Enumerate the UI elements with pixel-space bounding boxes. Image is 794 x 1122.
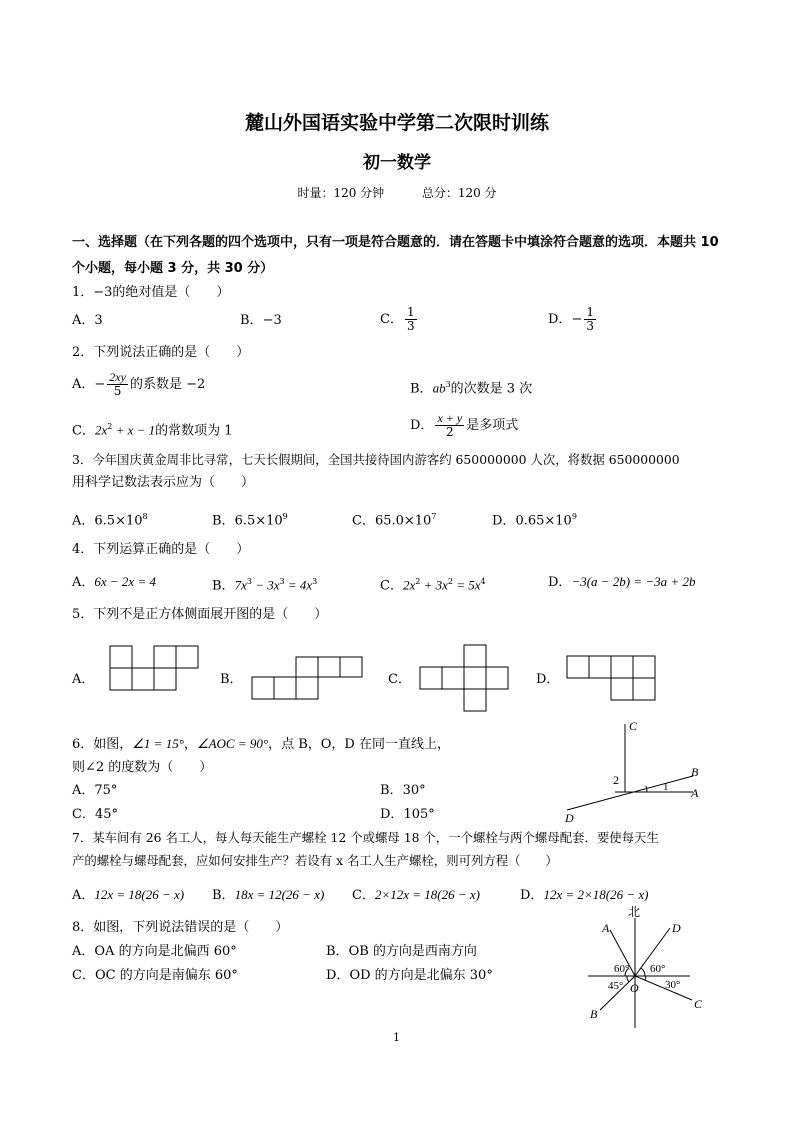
- fraction: [405, 306, 417, 333]
- math-term: + 3x: [420, 577, 448, 593]
- denominator: 5: [113, 384, 122, 398]
- fraction: [107, 371, 128, 398]
- math-term: 18x = 12(26 − x): [234, 887, 325, 902]
- option-value: 75°: [94, 783, 118, 798]
- label-angle-45: 45°: [608, 980, 624, 992]
- math-term: = 5x: [452, 577, 481, 593]
- math-term: 6.5×10: [94, 513, 143, 529]
- stem-text: 6．如图，: [72, 737, 133, 752]
- option-label: A．: [72, 888, 95, 903]
- angle-1: ∠1 = 15°: [132, 736, 184, 751]
- option-value: 30°: [402, 783, 426, 798]
- q2-option-c[interactable]: [72, 418, 233, 440]
- q6-option-c[interactable]: [72, 806, 118, 824]
- q3-option-a[interactable]: [72, 508, 148, 530]
- math-term: + x − 1: [112, 422, 156, 438]
- option-label: C．: [380, 312, 403, 327]
- q4-option-b[interactable]: [212, 573, 317, 595]
- q4-option-a[interactable]: [72, 573, 156, 592]
- option-label: B．: [212, 578, 235, 594]
- option-label: C．: [72, 807, 95, 822]
- q1-option-a[interactable]: [72, 312, 103, 330]
- q5-option-d-label[interactable]: D．: [536, 672, 560, 687]
- school-title: 麓山外国语实验中学第二次限时训练: [244, 112, 549, 134]
- option-label: D．: [410, 418, 434, 433]
- option-value: 45°: [94, 807, 118, 822]
- q7-stem-line2: 产的螺栓与螺母配套，应如何安排生产？若设有 x 名工人生产螺栓，则可列方程（ ）: [72, 853, 558, 868]
- label-b: B: [691, 765, 699, 779]
- q7-option-b[interactable]: [212, 886, 324, 905]
- label-angle-30: 30°: [665, 979, 681, 991]
- exponent: 9: [571, 512, 577, 521]
- q7-option-a[interactable]: [72, 886, 184, 905]
- math-term: 2x: [402, 577, 416, 593]
- q1-stem: 1．−3的绝对值是（ ）: [72, 285, 230, 300]
- option-text: 的次数是 3 次: [450, 381, 533, 397]
- label-a: A: [602, 921, 610, 935]
- numerator: x + y: [437, 411, 463, 425]
- option-value: 105°: [403, 807, 435, 822]
- ray-oc: [635, 976, 692, 1000]
- q8-option-d[interactable]: [326, 967, 493, 985]
- q7-option-c[interactable]: [352, 886, 480, 905]
- exponent: 8: [142, 512, 148, 521]
- q3-option-b[interactable]: [212, 508, 288, 530]
- denominator: 2: [445, 425, 454, 439]
- separator: ，: [183, 737, 197, 752]
- q6-stem-line2: 则∠2 的度数为（ ）: [72, 760, 213, 775]
- q8-option-c[interactable]: [72, 967, 238, 985]
- math-term: −3(a − 2b) = −3a + 2b: [571, 574, 696, 589]
- math-term: 2x: [94, 422, 108, 438]
- option-label: C．: [72, 423, 95, 439]
- option-label: A．: [72, 377, 95, 392]
- score-info: 总分：120 分: [421, 186, 497, 200]
- label-angle-60-right: 60°: [650, 963, 666, 975]
- denominator: 3: [586, 319, 594, 333]
- q5-option-c-label[interactable]: C．: [388, 672, 411, 687]
- label-b: B: [590, 1007, 598, 1021]
- q3-option-d[interactable]: [492, 508, 577, 530]
- math-term: 0.65×10: [515, 513, 572, 529]
- option-text: OC 的方向是南偏东 60°: [94, 968, 238, 983]
- q8-option-b[interactable]: [326, 943, 477, 961]
- math-term: 7x: [234, 577, 247, 593]
- option-label: B．: [410, 381, 433, 397]
- minus-sign: −: [571, 312, 583, 327]
- q3-stem-line2: 用科学记数法表示应为（ ）: [72, 475, 255, 490]
- label-angle-60-left: 60°: [614, 963, 630, 975]
- q6-option-a[interactable]: [72, 782, 117, 800]
- math-term: 6x − 2x = 4: [94, 574, 156, 589]
- exponent: 4: [480, 577, 486, 586]
- option-label: B．: [240, 313, 263, 328]
- minus-sign: −: [94, 377, 106, 392]
- exam-info: [0, 184, 794, 201]
- q5-option-a-label[interactable]: A．: [72, 672, 95, 687]
- option-label: D．: [326, 968, 350, 983]
- q8-stem: 8．如图，下列说法错误的是（ ）: [72, 920, 289, 935]
- q4-stem: 4．下列运算正确的是（ ）: [72, 542, 250, 557]
- option-text: 是多项式: [466, 418, 519, 433]
- math-term: ab: [432, 380, 446, 396]
- label-d: D: [565, 811, 574, 825]
- option-label: B．: [326, 944, 349, 959]
- q6-option-b[interactable]: [380, 782, 426, 800]
- math-term: 12x = 18(26 − x): [94, 887, 185, 902]
- q6-angle-figure: [555, 716, 715, 826]
- math-term: − 3x: [251, 577, 280, 593]
- option-text: OA 的方向是北偏西 60°: [94, 944, 237, 959]
- exponent: 7: [431, 512, 437, 521]
- numerator: 2xy: [109, 370, 126, 384]
- label-angle-2: 2: [613, 773, 619, 787]
- option-label: A．: [72, 313, 95, 328]
- exponent: 3: [312, 577, 318, 586]
- q5-option-a-net[interactable]: [105, 644, 200, 692]
- option-label: D．: [548, 312, 572, 327]
- math-term: 2×12x = 18(26 − x): [374, 887, 480, 902]
- label-a: A: [691, 786, 699, 800]
- option-text: OB 的方向是西南方向: [348, 944, 477, 959]
- q1-option-c[interactable]: [380, 300, 419, 340]
- math-term: = 4x: [284, 577, 313, 593]
- exponent: 2: [415, 577, 421, 586]
- fraction: [435, 412, 464, 439]
- option-label: C．: [380, 578, 403, 594]
- exponent: 3: [445, 380, 451, 389]
- option-label: C．: [352, 513, 375, 529]
- numerator: 1: [586, 305, 594, 319]
- q5-option-b-label[interactable]: B．: [220, 672, 243, 687]
- numerator: 1: [406, 305, 415, 319]
- exponent: 9: [282, 512, 288, 521]
- math-term: 6.5×10: [234, 513, 283, 529]
- subject-title: 初一数学: [363, 153, 431, 173]
- page-number: 1: [393, 1031, 400, 1044]
- label-angle-1: 1: [663, 781, 669, 793]
- q5-option-c-net[interactable]: [418, 643, 533, 713]
- option-label: D．: [520, 888, 544, 903]
- time-info: 时量：120 分钟: [297, 186, 385, 200]
- option-label: A．: [72, 783, 95, 798]
- option-label: B．: [212, 513, 235, 529]
- q4-option-c[interactable]: [380, 573, 486, 595]
- q3-stem-line1: 3．今年国庆黄金周非比寻常，七天长假期间，全国共接待国内游客约 650000000 人次，将数据 650000000: [72, 452, 680, 467]
- q2-option-b[interactable]: [410, 376, 532, 398]
- math-term: 65.0×10: [374, 513, 432, 529]
- stem-text: ，点 B，O，D 在同一直线上，: [268, 737, 450, 752]
- q2-option-d[interactable]: [410, 406, 518, 446]
- option-label: B．: [380, 783, 403, 798]
- q8-direction-figure: [580, 904, 730, 1034]
- exponent: 3: [246, 577, 252, 586]
- q5-option-d-net[interactable]: [565, 654, 660, 702]
- label-north: 北: [628, 905, 641, 919]
- exponent: 2: [107, 422, 113, 431]
- q6-stem-line1: [72, 735, 450, 754]
- option-value: 3: [94, 313, 103, 328]
- q2-option-a[interactable]: [72, 365, 205, 405]
- option-value: −3: [262, 313, 282, 328]
- label-d: D: [672, 921, 681, 935]
- q5-option-b-net[interactable]: [250, 655, 365, 701]
- q1-option-b[interactable]: [240, 312, 282, 330]
- option-text: 的系数是 −2: [129, 377, 206, 392]
- q7-option-d[interactable]: [520, 886, 648, 905]
- q2-stem: 2．下列说法正确的是（ ）: [72, 345, 250, 360]
- math-term: 12x = 2×18(26 − x): [543, 887, 649, 902]
- option-label: D．: [548, 575, 572, 590]
- arc-45: [627, 976, 629, 982]
- q5-stem: 5．下列不是正方体侧面展开图的是（ ）: [72, 607, 328, 622]
- option-label: A．: [72, 575, 95, 590]
- q1-option-d[interactable]: [548, 300, 598, 340]
- option-label: C．: [72, 968, 95, 983]
- section-1-title: 一、选择题（在下列各题的四个选项中，只有一项是符合题意的．请在答题卡中填涂符合题意的选项．本题共 10 个小题，每小题 3 分，共 30 分）: [72, 235, 719, 276]
- q4-option-d[interactable]: [548, 573, 695, 592]
- option-label: B．: [212, 888, 235, 903]
- exponent: 3: [279, 577, 285, 586]
- arc-30: [645, 976, 646, 980]
- label-c: C: [694, 997, 703, 1011]
- line-bd: [567, 776, 693, 810]
- q6-option-d[interactable]: [380, 806, 435, 824]
- arc-60-right: [641, 968, 645, 976]
- option-label: D．: [380, 807, 404, 822]
- option-label: D．: [492, 513, 516, 529]
- label-c: C: [629, 719, 638, 733]
- option-label: A．: [72, 513, 95, 529]
- fraction: [584, 306, 596, 333]
- option-label: A．: [72, 944, 95, 959]
- denominator: 3: [406, 319, 415, 333]
- label-o: O: [630, 981, 639, 995]
- option-text: 的常数项为 1: [155, 423, 233, 439]
- option-label: C．: [352, 888, 375, 903]
- exponent: 2: [447, 577, 453, 586]
- option-text: OD 的方向是北偏东 30°: [349, 968, 493, 983]
- q3-option-c[interactable]: [352, 508, 436, 530]
- angle-aoc: ∠AOC = 90°: [196, 736, 269, 751]
- q7-stem-line1: 7．某车间有 26 名工人，每人每天能生产螺栓 12 个或螺母 18 个，一个螺栓与两个螺母配套．要使每天生: [72, 830, 659, 845]
- q8-option-a[interactable]: [72, 943, 237, 961]
